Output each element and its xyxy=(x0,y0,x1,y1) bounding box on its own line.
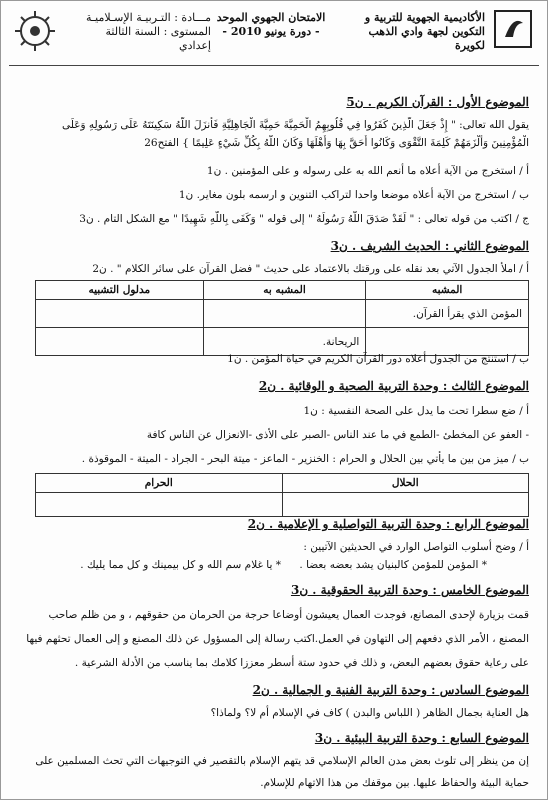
subject-info xyxy=(71,11,211,53)
section-1-question-c: ج / اكتب من قوله تعالى : " لَقَدْ صَدَقَ اللَّهُ رَسُولَهُ " إلى قوله " وَكَفَى بِاللَّهِ شَهِيدًا " مع الشكل التام . ن3 xyxy=(79,213,529,225)
section-5-line-3: على رعاية حقوق بعضهم البعض، و ذلك في حدود ستة أسطر معززا كلامك بما يناسب من الأدلة الشرعية . xyxy=(74,657,529,669)
halal-haram-table xyxy=(35,473,529,517)
section-7-line-1: إن من ينظر إلى تلوث بعض مدن العالم الإسلامي قد يتهم الإسلام بالتقصير في التوجيهات التي تحث المسلمين على xyxy=(35,755,529,767)
academy-name xyxy=(335,11,485,53)
section-1-title: الموضوع الأول : القرآن الكريم . ن5 xyxy=(346,95,529,109)
table-cell: المؤمن الذي يقرأ القرآن. xyxy=(366,300,529,328)
section-6-title: الموضوع السادس : وحدة التربية الفنية و الجمالية . ن2 xyxy=(252,683,529,697)
section-5-line-1: قمت بزيارة لإحدى المصانع، فوجدت العمال يعيشون أوضاعا حرجة من الحرمان من حقوقهم ، و من ظلم صاحب xyxy=(48,609,529,621)
table-cell: الريحانة. xyxy=(203,328,366,356)
section-4-hadith-1: * المؤمن للمؤمن كالبنيان يشد بعضه بعضا . xyxy=(299,559,487,571)
section-3-question-b: ب / ميز من بين ما يأتي بين الحلال و الحرام : الخنزير - الماعز - ميتة البحر - الجراد - الميتة - الموقوذة . xyxy=(81,453,529,465)
table-cell xyxy=(36,493,283,517)
section-4-title: الموضوع الرابع : وحدة التربية التواصلية و الإعلامية . ن2 xyxy=(247,517,529,531)
table-cell xyxy=(203,300,366,328)
section-2-question-b: ب / استنتج من الجدول أعلاه دور القرآن الكريم في حياة المؤمن . ن1 xyxy=(227,353,529,365)
section-1-question-b: ب / استخرج من الآية أعلاه موضعا واحدا لتراكب التنوين و ارسمه بلون مغاير. ن1 xyxy=(178,189,529,201)
table-header-cell: مدلول التشبيه xyxy=(36,281,204,300)
section-5-line-2: المصنع ، الأمر الذي دفعهم إلى التهاون في العمل.اكتب رسالة إلى المسؤول عن ذلك المصنع و إلى العمال تحثهم فيها xyxy=(26,633,529,645)
section-7-line-2: حماية البيئة والحفاظ عليها. بين موقفك من هذا الاتهام للإسلام. xyxy=(260,777,529,789)
similes-table-header xyxy=(36,281,529,300)
section-7-title: الموضوع السابع : وحدة التربية البيئية . ن3 xyxy=(314,731,529,745)
academy-line-2: التكوين لجهة وادي الذهب لكويرة xyxy=(368,25,485,52)
table-row xyxy=(36,493,529,517)
similes-table xyxy=(35,280,529,356)
header-divider xyxy=(9,65,539,66)
halal-haram-header xyxy=(36,474,529,493)
section-4-hadith-2: * يا غلام سم الله و كل بيمينك و كل مما يليك . xyxy=(80,559,281,571)
table-header-cell: الحرام xyxy=(36,474,283,493)
academy-line-1: الأكاديمية الجهوية للتربية و xyxy=(364,11,485,24)
section-1-quote-line-1: يقول الله تعالى: " إِذْ جَعَلَ الَّذِينَ كَفَرُوا فِي قُلُوبِهِمُ الْحَمِيَّةَ حَمِيَّةَ الْجَاهِلِيَّةِ فَأَنزَلَ اللَّهُ سَكِينَتَهُ عَلَى رَسُولِهِ وَعَلَى xyxy=(62,119,529,131)
section-4-question-a: أ / وضح أسلوب التواصل الوارد في الحديثين الآتيين : xyxy=(303,541,529,553)
level-label: المستوى : السنة الثالثة إعدادي xyxy=(105,25,211,52)
section-3-options: - العفو عن المخطئ -الطمع في ما عند الناس -الصبر على الأذى -الانعزال عن الناس كافة xyxy=(146,429,529,441)
section-3-question-a: أ / ضع سطرا تحت ما يدل على الصحة النفسية : ن1 xyxy=(303,405,529,417)
subject-label: مـــادة : التـربيـة الإسـلاميـة xyxy=(86,11,211,24)
table-header-cell: المشبه به xyxy=(203,281,366,300)
exam-title xyxy=(206,11,336,39)
table-row xyxy=(36,300,529,328)
exam-title-line-1: الامتحان الجهوي الموحد xyxy=(216,11,326,24)
academy-logo xyxy=(493,9,533,49)
section-5-title: الموضوع الخامس : وحدة التربية الحقوقية . ن3 xyxy=(290,583,529,597)
section-6-question: هل العناية بجمال الظاهر ( اللباس والبدن ) كاف في الإسلام أم لا؟ ولماذا؟ xyxy=(210,707,529,719)
table-cell xyxy=(36,300,204,328)
table-cell xyxy=(282,493,529,517)
section-2-title: الموضوع الثاني : الحديث الشريف . ن3 xyxy=(330,239,529,253)
section-3-title: الموضوع الثالث : وحدة التربية الصحية و الوقائية . ن2 xyxy=(258,379,529,393)
section-2-question-a: أ / املأ الجدول الآتي بعد نقله على ورقتك بالاعتماد على حديث " فضل القرآن على سائر الكلام " . ن2 xyxy=(92,263,529,275)
table-header-cell: المشبه xyxy=(366,281,529,300)
section-1-quote-line-2: الْمُؤْمِنِينَ وَأَلْزَمَهُمْ كَلِمَةَ التَّقْوَى وَكَانُوا أَحَقَّ بِهَا وَأَهْلَهَا وَكَانَ اللَّهُ بِكُلِّ شَيْءٍ عَلِيمًا } الفتح26 xyxy=(144,137,529,149)
ministry-emblem xyxy=(11,7,59,55)
section-1-question-a: أ / استخرج من الآية أعلاه ما أنعم الله به على رسوله و على المؤمنين . ن1 xyxy=(206,165,529,177)
table-header-cell: الحلال xyxy=(282,474,529,493)
exam-session: - دورة يونيو 2010 - xyxy=(222,25,320,38)
